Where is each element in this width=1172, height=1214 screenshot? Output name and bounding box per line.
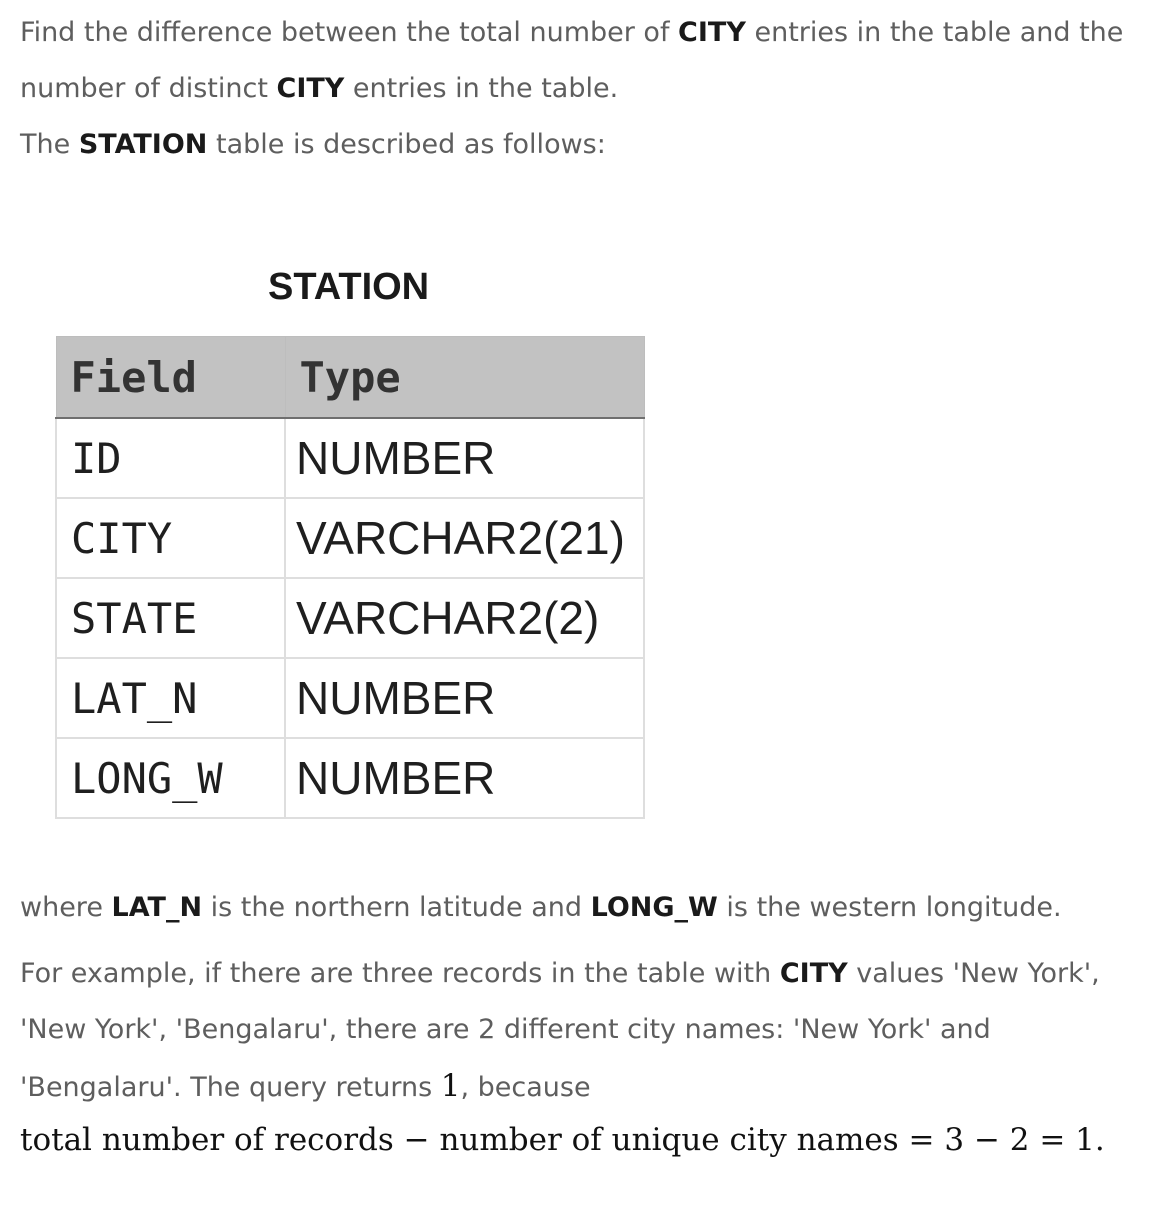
where-text-3: is the western longitude. bbox=[717, 892, 1062, 923]
table-row bbox=[56, 418, 644, 498]
field-cell: LAT_N bbox=[56, 658, 285, 738]
example-result-number: 1 bbox=[440, 1068, 461, 1104]
table-row bbox=[56, 738, 644, 818]
header-field: Field bbox=[56, 337, 285, 419]
intro-keyword-city-2: CITY bbox=[276, 73, 345, 104]
intro-text-2: entries in the table and the number of distinct bbox=[20, 17, 1124, 104]
table-row bbox=[56, 658, 644, 738]
intro-text-3: entries in the table. bbox=[344, 73, 619, 104]
table-intro-keyword: STATION bbox=[78, 129, 208, 160]
formula bbox=[20, 1112, 1105, 1168]
type-cell: NUMBER bbox=[285, 738, 644, 818]
type-cell: VARCHAR2(21) bbox=[285, 498, 644, 578]
table-intro bbox=[20, 117, 1140, 173]
formula-expression: total number of records − number of unique city names = 3 − 2 = 1 bbox=[20, 1122, 1095, 1158]
example-text-1: For example, if there are three records in the table with bbox=[20, 958, 780, 989]
type-cell: NUMBER bbox=[285, 418, 644, 498]
where-text-2: is the northern latitude and bbox=[202, 892, 591, 923]
table-caption: STATION bbox=[268, 266, 430, 308]
example-text-3: , because bbox=[460, 1072, 591, 1103]
type-cell: VARCHAR2(2) bbox=[285, 578, 644, 658]
field-cell: CITY bbox=[56, 498, 285, 578]
table-intro-text-2: table is described as follows: bbox=[207, 129, 606, 160]
intro-keyword-city-1: CITY bbox=[678, 17, 746, 48]
field-cell: LONG_W bbox=[56, 738, 285, 818]
field-cell: STATE bbox=[56, 578, 285, 658]
table-header-row bbox=[56, 337, 644, 419]
field-cell: ID bbox=[56, 418, 285, 498]
example-paragraph bbox=[20, 946, 1140, 1116]
where-text-1: where bbox=[20, 892, 112, 923]
type-cell: NUMBER bbox=[285, 658, 644, 738]
table-row bbox=[56, 578, 644, 658]
problem-statement bbox=[20, 5, 1140, 117]
table-intro-text-1: The bbox=[20, 129, 79, 160]
where-keyword-long: LONG_W bbox=[590, 892, 718, 923]
where-keyword-lat: LAT_N bbox=[111, 892, 203, 923]
intro-text-1: Find the difference between the total number of bbox=[20, 17, 679, 48]
table-row bbox=[56, 498, 644, 578]
station-schema-table bbox=[55, 336, 645, 819]
column-definitions-note bbox=[20, 880, 1140, 936]
header-type: Type bbox=[285, 337, 644, 419]
formula-period: . bbox=[1094, 1122, 1105, 1158]
example-keyword-city: CITY bbox=[779, 958, 848, 989]
example-text-2: values 'New York', 'New York', 'Bengalaru', there are 2 different city names: 'New York' and 'Bengalaru'. The query returns bbox=[20, 958, 1100, 1103]
